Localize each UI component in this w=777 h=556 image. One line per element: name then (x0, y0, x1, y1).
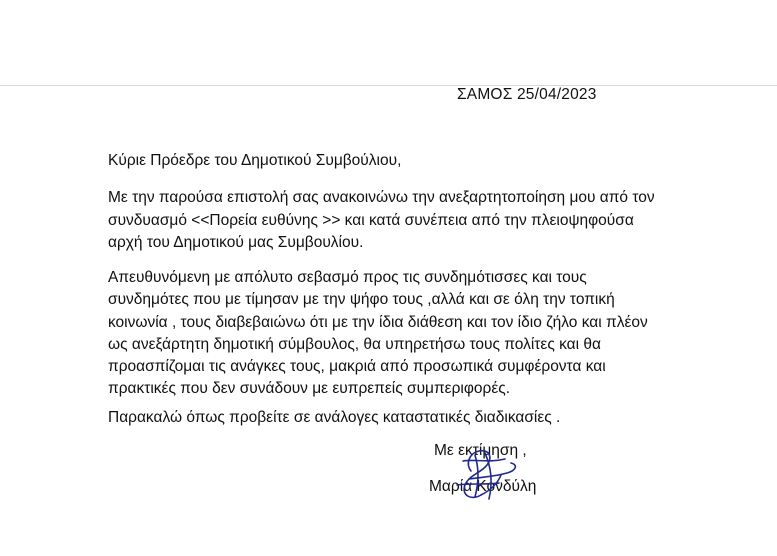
paragraph2-line-1: Απευθυνόμενη με απόλυτο σεβασμό προς τις συνδημότισσες και τους (108, 269, 587, 286)
paragraph2-line-4: ως ανεξάρτητη δημοτική σύμβουλος, θα υπηρετήσω τους πολίτες και θα (108, 336, 601, 353)
paragraph2-line-6: πρακτικές που δεν συνάδουν με ευπρεπείς συμπεριφορές. (108, 380, 511, 397)
paragraph1-line-2: συνδυασμό <<Πορεία ευθύνης >> και κατά συνέπεια από την πλειοψηφούσα (108, 212, 634, 229)
paragraph1-line-3: αρχή του Δημοτικού μας Συμβουλίου. (108, 234, 364, 251)
signer-name: Μαρία Κονδύλη (429, 478, 537, 495)
salutation: Κύριε Πρόεδρε του Δημοτικού Συμβούλιου, (108, 152, 402, 169)
paragraph3: Παρακαλώ όπως προβείτε σε ανάλογες καταστατικές διαδικασίες . (108, 409, 561, 426)
paragraph2-line-5: προασπίζομαι τις ανάγκες τους, μακριά από προσωπικά συμφέροντα και (108, 358, 606, 375)
paragraph1-line-1: Με την παρούσα επιστολή σας ανακοινώνω την ανεξαρτητοποίηση μου από τον (108, 189, 655, 206)
top-divider (0, 85, 777, 86)
paragraph2-line-3: κοινωνία , τους διαβεβαιώνω ότι με την ίδια διάθεση και τον ίδιο ζήλο και πλέον (108, 314, 648, 331)
date-line: ΣΑΜΟΣ 25/04/2023 (457, 86, 597, 103)
paragraph2-line-2: συνδημότες που με τίμησαν με την ψήφο τους ,αλλά και σε όλη την τοπική (108, 291, 615, 308)
closing: Με εκτίμηση , (434, 442, 527, 459)
handwritten-signature (445, 441, 525, 511)
